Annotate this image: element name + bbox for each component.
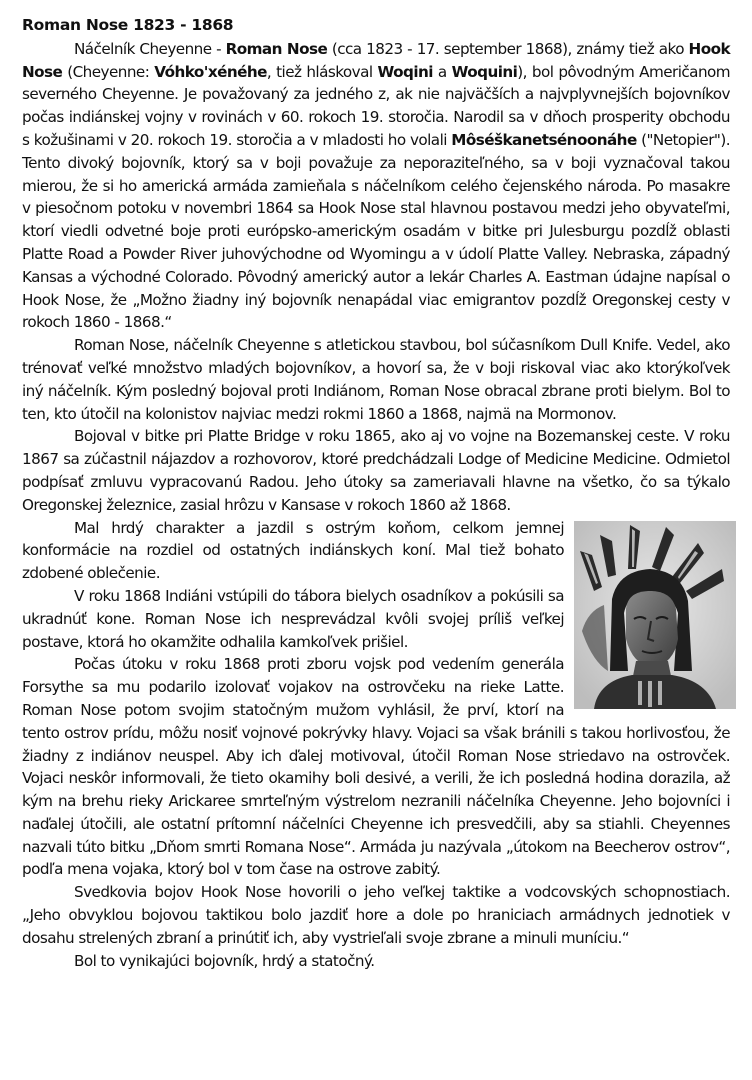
document-page <box>22 14 730 972</box>
paragraph-text: ("Netopier"). Tento divoký bojovník, ktorý sa v boji považuje za neporaziteľného, sa v boji vyznačoval takou mierou, že si ho americká armáda zamieňala s náčelníkom celého čejenského národa. Po masakre v piesočnom potoku v novembri 1864 sa Hook Nose stal hlavnou postavou medzi jeho obyvateľmi, ktorí viedli odvetné boje proti európsko-americkým osadám v bitke pri Julesburgu pozdĺž oblasti Platte Road a Powder River juhovýchodne od Wyomingu a v údolí Platte Valley. Nebraska, západný Kansas a východné Colorado. Pôvodný americký autor a lekár Charles A. Eastman údajne napísal o Hook Nose, že „Možno žiadny iný bojovník nenapádal viac emigrantov pozdĺž Oregonskej cesty v rokoch 1860 - 1868.“ <box>22 130 730 332</box>
portrait-photo <box>574 521 736 709</box>
bold-name: Hook Nose <box>22 39 731 81</box>
paragraph-8: Bol to vynikajúci bojovník, hrdý a statočný. <box>74 951 375 970</box>
paragraph-text: a <box>432 62 452 81</box>
paragraph-4: Mal hrdý charakter a jazdil s ostrým koňom, celkom jemnej konformácie na rozdiel od ostatných indiánskych koní. Mal tiež bohato zdobené oblečenie. <box>22 518 564 583</box>
portrait-photo-drawing <box>574 521 736 709</box>
paragraph-text: (Cheyenne: <box>62 62 155 81</box>
paragraph-7: Svedkovia bojov Hook Nose hovorili o jeho veľkej taktike a vodcovských schopnostiach. „Jeho obvyklou bojovou taktikou bolo jazdiť hore a dole po hraniciach armádnych jednotiek v dosahu strelených zbraní a prinútiť ich, aby vystrieľali svoje zbrane a minuli muníciu.“ <box>22 883 730 947</box>
paragraph-text: (cca 1823 - 17. september 1868), známy tiež ako <box>327 39 689 58</box>
paragraph-text: Náčelník Cheyenne - <box>74 39 226 58</box>
paragraph-5: V roku 1868 Indiáni vstúpili do tábora bielych osadníkov a pokúsili sa ukradnúť kone. Roman Nose ich nesprevádzal kvôli svojej príliš veľkej postave, ktorá ho okamžite odhalila kamkoľvek prišiel. <box>22 586 564 651</box>
bold-name: Woqini <box>377 62 433 81</box>
paragraph-intro <box>22 38 730 334</box>
bold-name: Roman Nose <box>225 39 328 58</box>
paragraph-2: Roman Nose, náčelník Cheyenne s atletickou stavbou, bol súčasníkom Dull Knife. Vedel, ako trénovať veľké množstvo mladých bojovníkov, a hovorí sa, že v boji riskoval viac ako ktorýkoľvek iný náčelník. Kým posledný bojoval proti Indiánom, Roman Nose obracal zbrane proti bielym. Bol to ten, kto útočil na kolonistov najviac medzi rokmi 1860 a 1868, najmä na Mormonov. <box>22 336 730 423</box>
bold-name: Môséškanetsénoonáhe <box>451 130 637 149</box>
paragraph-text: , tiež hláskoval <box>266 62 378 81</box>
paragraph-text: ), bol pôvodným Američanom severného Cheyenne. Je považovaný za jedného z, ak nie najväčších a najvplyvnejších bojovníkov počas indiánskej vojny v rovinách v 60. rokoch 19. storočia. Narodil sa v dňoch prosperity obchodu s kožušinami v 20. rokoch 19. storočia a v mladosti ho volali <box>22 62 731 149</box>
bold-name: Woquini <box>451 62 518 81</box>
bold-name: Vóhko'xénéhe <box>154 62 267 81</box>
document-title: Roman Nose 1823 - 1868 <box>22 16 234 34</box>
paragraph-6: Počas útoku v roku 1868 proti zboru vojsk pod vedením generála Forsythe sa mu podarilo izolovať vojakov na ostrovčeku na rieke Latte. Roman Nose potom svojim statočným mužom vyhlásil, že prví, ktorí na tento ostrov prídu, môžu nosiť vojnové pokrývky hlavy. Vojaci sa však bránili s takou horlivosťou, že žiadny z indiánov neuspel. Aby ich ďalej motivoval, útočil Roman Nose striedavo na ostrovček. Vojaci neskôr informovali, že tieto okamihy boli desivé, a verili, že ich posledná hodina dorazila, až kým na brehu rieky Arickaree smrteľným výstrelom nezranili náčelníka Cheyenne. Jeho bojovníci i naďalej útočili, ale ostatní prítomní náčelníci Cheyenne ich presvedčili, aby sa stiahli. Cheyennes nazvali túto bitku „Dňom smrti Romana Nose“. Armáda ju nazývala „útokom na Beecherov ostrov“, podľa mena vojaka, ktorý bol v tom čase na ostrove zabitý. <box>22 655 730 879</box>
paragraph-3: Bojoval v bitke pri Platte Bridge v roku 1865, ako aj vo vojne na Bozemanskej ceste. V roku 1867 sa zúčastnil nájazdov a rozhovorov, ktoré predchádzali Lodge of Medicine Medicine. Odmietol podpísať zmluvu vypracovanú Radou. Jeho útoky sa zameriavali hlavne na všetko, čo sa týkalo Oregonskej železnice, zasial hrôzu v Kansase v rokoch 1860 až 1868. <box>22 427 730 514</box>
